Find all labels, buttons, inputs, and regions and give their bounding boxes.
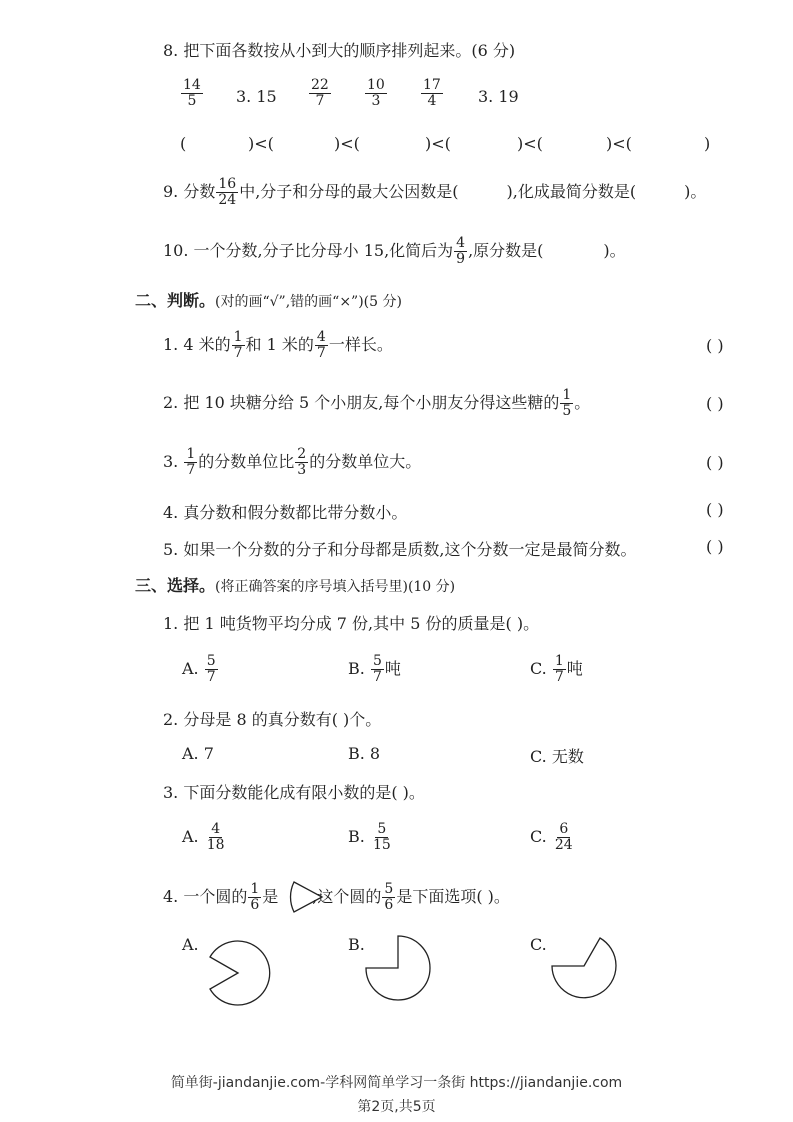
q8-item-6: 3. 19 (478, 87, 519, 106)
q8-blank-2: )<( (334, 134, 360, 153)
section-3-title: 三、选择。(将正确答案的序号填入括号里)(10 分) (135, 576, 456, 595)
q8-blank-5: )<( (606, 134, 632, 153)
judge-item-2: 2. 把 10 块糖分给 5 个小朋友,每个小朋友分得这些糖的 $\frac{1}{5}$ 。 (163, 387, 591, 419)
q8-item-2: 3. 15 (236, 87, 277, 106)
judge-item-5: 5. 如果一个分数的分子和分母都是质数,这个分数一定是最简分数。 (163, 540, 637, 559)
option-a-pie-icon (200, 935, 280, 1015)
choice-q1-c: C. $\frac{1}{7}$ 吨 (530, 653, 583, 685)
choice-q4-text: 4. 一个圆的 $\frac{1}{6}$ 是 ,这个圆的 $\frac{5}{6}$ 是下面选项( )。 (163, 881, 510, 913)
choice-q4-c-label: C. (530, 935, 547, 954)
judge-paren-5: ( ) (706, 537, 724, 556)
q8-blank-1: )<( (248, 134, 274, 153)
section-2-title: 二、判断。(对的画“√”,错的画“×”)(5 分) (135, 291, 402, 310)
judge-paren-1: ( ) (706, 336, 724, 355)
q8-blank-4: )<( (517, 134, 543, 153)
q8-blank-3: )<( (425, 134, 451, 153)
footer-page-number: 第2页,共5页 (357, 1099, 436, 1115)
judge-paren-3: ( ) (706, 453, 724, 472)
judge-item-1: 1. 4 米的 $\frac{1}{7}$ 和 1 米的 $\frac{4}{7}$ 一样长。 (163, 329, 393, 361)
q8-text: 8. 把下面各数按从小到大的顺序排列起来。(6 分) (163, 41, 516, 60)
q8-item-1: $\frac{14}{5}$ (183, 77, 201, 109)
choice-q1-text: 1. 把 1 吨货物平均分成 7 份,其中 5 份的质量是( )。 (163, 614, 540, 633)
q8-item-3: $\frac{22}{7}$ (311, 77, 329, 109)
q10-text: 10. 一个分数,分子比分母小 15,化简后为 $\frac{4}{9}$ ,原分数是( )。 (163, 235, 626, 267)
q8-item-4: $\frac{10}{3}$ (367, 77, 385, 109)
q8-item-5: $\frac{17}{4}$ (423, 77, 441, 109)
option-c-pie-icon (548, 932, 628, 1012)
judge-paren-2: ( ) (706, 394, 724, 413)
judge-paren-4: ( ) (706, 500, 724, 519)
choice-q2-text: 2. 分母是 8 的真分数有( )个。 (163, 710, 382, 729)
option-b-pie-icon (362, 932, 442, 1012)
choice-q2-c: C. 无数 (530, 747, 584, 766)
choice-q2-b: B. 8 (348, 744, 381, 763)
choice-q3-a: A. $\frac{4}{18}$ (182, 821, 225, 853)
q8-blank-0: ( (180, 134, 187, 153)
choice-q4-b-label: B. (348, 935, 365, 954)
choice-q2-a: A. 7 (182, 744, 214, 763)
judge-item-4: 4. 真分数和假分数都比带分数小。 (163, 503, 408, 522)
q9-text: 9. 分数 $\frac{16}{24}$ 中,分子和分母的最大公因数是( ),化成最简分数是( )。 (163, 176, 707, 208)
choice-q4-a-label: A. (182, 935, 199, 954)
footer-site: 简单街-jiandanjie.com-学科网简单学习一条街 https://jiandanjie.com (170, 1075, 623, 1091)
judge-item-3: 3. $\frac{1}{7}$ 的分数单位比 $\frac{2}{3}$ 的分数单位大。 (163, 446, 422, 478)
choice-q3-c: C. $\frac{6}{24}$ (530, 821, 573, 853)
choice-q3-b: B. $\frac{5}{15}$ (348, 821, 391, 853)
q8-blank-6: ) (704, 134, 711, 153)
choice-q3-text: 3. 下面分数能化成有限小数的是( )。 (163, 783, 425, 802)
sixth-sector-icon (290, 880, 326, 914)
choice-q1-a: A. $\frac{5}{7}$ (182, 653, 216, 685)
choice-q1-b: B. $\frac{5}{7}$ 吨 (348, 653, 401, 685)
